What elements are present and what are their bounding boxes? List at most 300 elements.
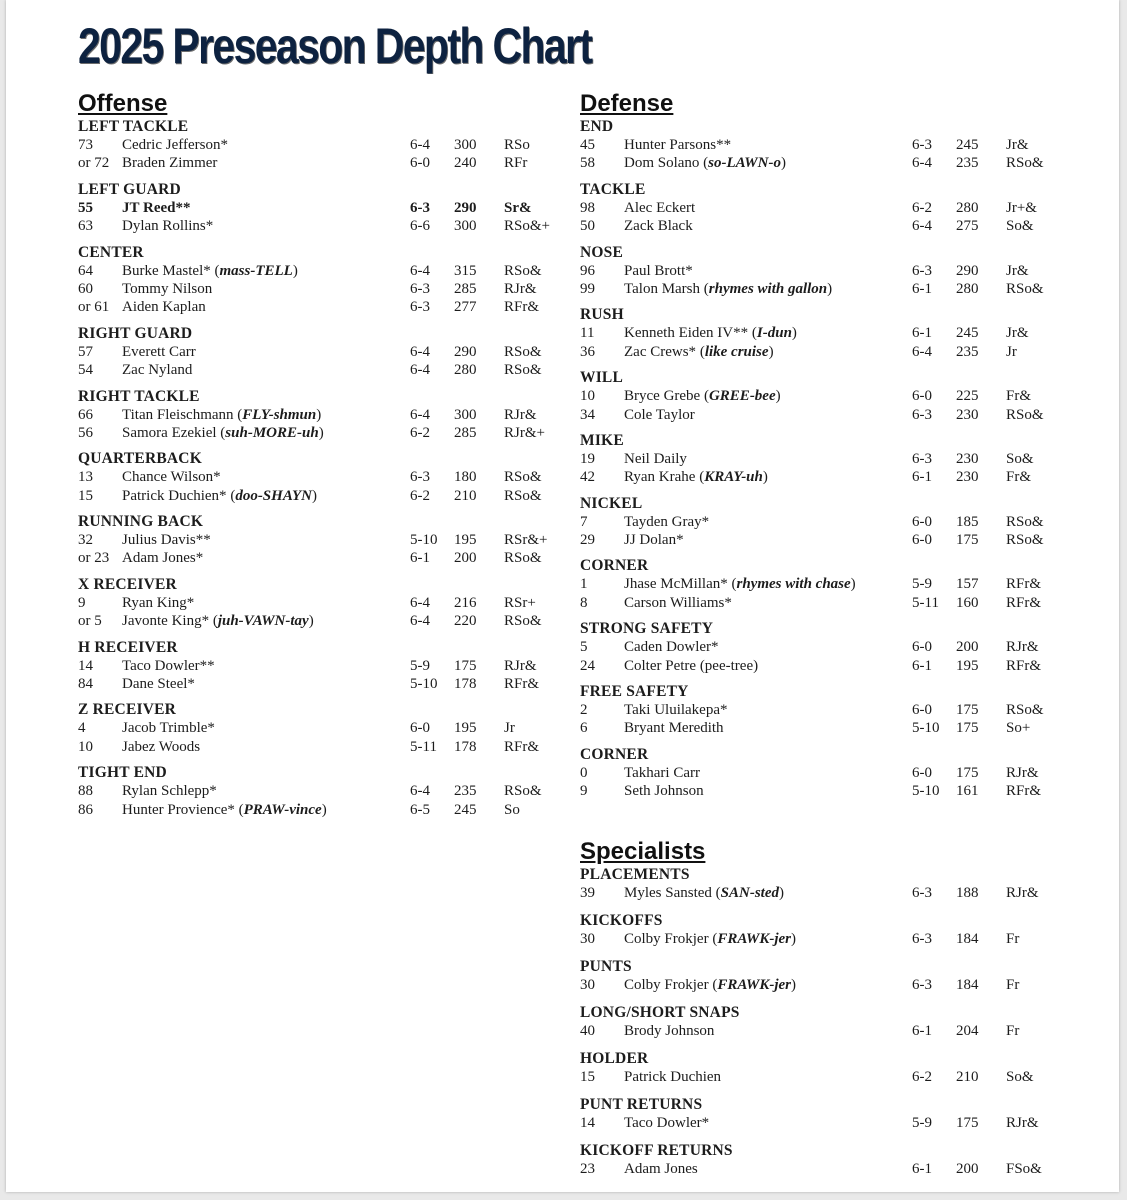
player-weight: 161 (956, 783, 979, 800)
player-height: 6-4 (912, 343, 932, 360)
position-group (78, 244, 558, 317)
position-group (580, 1142, 1080, 1180)
player-weight: 285 (454, 280, 477, 297)
position-group (580, 746, 1080, 801)
player-name-cell (624, 1114, 709, 1134)
player-height: 6-1 (912, 280, 932, 297)
player-row (580, 719, 1080, 737)
position-title: HOLDER (580, 1050, 649, 1067)
player-year: Jr (1006, 343, 1017, 360)
position-group (580, 912, 1080, 950)
pronunciation: juh-VAWN-tay (217, 613, 309, 630)
player-row (580, 764, 1080, 782)
position-group (580, 244, 1080, 299)
jersey-number: 55 (78, 199, 93, 216)
player-name-cell: Dom Solano (so-LAWN-o) (624, 155, 786, 172)
jersey-number: 73 (78, 137, 93, 153)
player-year: RJr& (504, 657, 537, 674)
player-row (78, 298, 558, 316)
player-height: 6-0 (912, 532, 932, 549)
player-weight: 245 (454, 801, 477, 818)
player-height: 6-4 (410, 594, 430, 611)
jersey-number: 57 (78, 343, 93, 360)
player-row (580, 1114, 1080, 1134)
position-title: KICKOFF RETURNS (580, 1142, 733, 1159)
player-name-cell (624, 594, 732, 612)
player-name: Carson Williams* (624, 594, 732, 611)
player-year: RSr&+ (504, 532, 548, 549)
pronunciation: GREE-bee (708, 388, 776, 405)
pronunciation: KRAY-uh (704, 469, 763, 486)
player-height: 6-3 (410, 299, 430, 316)
player-row (78, 719, 558, 737)
player-height: 5-10 (912, 720, 940, 737)
position-group (78, 181, 558, 236)
player-name-cell: Burke Mastel* (mass-TELL) (122, 262, 298, 279)
player-weight: 245 (956, 325, 979, 342)
player-name: Everett Carr (122, 343, 196, 360)
player-height: 6-3 (410, 199, 430, 216)
position-title: Z RECEIVER (78, 701, 177, 719)
player-height: 6-1 (912, 1161, 932, 1177)
player-year: RFr& (1006, 783, 1042, 800)
position-title: NICKEL (580, 494, 643, 512)
player-year: Fr& (1006, 469, 1032, 486)
jersey-number: or 5 (78, 613, 102, 630)
player-name-cell (122, 657, 215, 675)
player-weight: 290 (454, 199, 477, 216)
player-name-cell: Titan Fleischmann (FLY-shmun) (122, 406, 322, 423)
player-height: 6-3 (410, 280, 430, 297)
pronunciation: SAN-sted (720, 885, 780, 901)
player-year: RSo& (504, 343, 542, 360)
position-group (580, 432, 1080, 487)
player-name: Ryan King* (122, 594, 195, 611)
player-weight: 220 (454, 613, 477, 630)
position-group (78, 513, 558, 568)
position-group (78, 388, 558, 443)
position-title: CENTER (78, 243, 144, 261)
player-row (580, 136, 1080, 154)
player-name-cell (624, 136, 731, 154)
player-year: Jr& (1006, 262, 1029, 279)
position-title: RUNNING BACK (78, 513, 204, 531)
player-weight: 300 (454, 218, 477, 235)
specialists-column (580, 838, 1080, 1180)
player-year: So& (1006, 1069, 1034, 1085)
player-height: 6-4 (410, 262, 430, 279)
player-weight: 175 (956, 702, 979, 719)
jersey-number: 39 (580, 885, 595, 901)
player-height: 6-0 (912, 702, 932, 719)
player-year: RFr (504, 155, 528, 172)
player-weight: 285 (454, 424, 477, 441)
player-year: So (504, 801, 520, 818)
player-year: Jr& (1006, 137, 1029, 153)
jersey-number: or 23 (78, 550, 110, 567)
player-name: Aiden Kaplan (122, 299, 206, 316)
player-name-cell (624, 450, 687, 468)
player-weight: 175 (956, 1115, 979, 1131)
jersey-number: 84 (78, 676, 93, 693)
player-weight: 235 (956, 155, 979, 172)
player-name-cell (624, 701, 728, 719)
position-group (580, 866, 1080, 904)
jersey-number: 10 (78, 738, 93, 755)
player-row (78, 468, 558, 486)
player-height: 5-10 (410, 676, 438, 693)
player-height: 6-3 (912, 262, 932, 279)
player-row (78, 487, 558, 505)
position-title: X RECEIVER (78, 575, 177, 593)
player-name: Hunter Provience* (122, 801, 235, 818)
player-row (580, 976, 1080, 996)
player-name: Braden Zimmer (122, 155, 218, 172)
player-weight: 225 (956, 388, 979, 405)
player-height: 6-0 (912, 513, 932, 530)
position-title: RUSH (580, 306, 624, 324)
player-name: Jhase McMillan* (624, 576, 728, 593)
player-weight: 188 (956, 885, 979, 901)
player-name-cell (624, 1022, 714, 1042)
player-name: Adam Jones (624, 1161, 698, 1177)
position-title: CORNER (580, 557, 649, 575)
player-height: 6-2 (912, 199, 932, 216)
position-title: WILL (580, 369, 624, 387)
player-height: 6-0 (912, 764, 932, 781)
pronunciation: PRAW-vince (243, 801, 322, 818)
player-row (580, 1022, 1080, 1042)
player-name: Bryce Grebe (624, 388, 701, 405)
player-row (580, 638, 1080, 656)
player-name-cell: Myles Sansted (SAN-sted) (624, 885, 785, 901)
player-name-cell (122, 361, 192, 379)
player-name-cell (122, 549, 203, 567)
player-row (580, 406, 1080, 424)
jersey-number: 88 (78, 783, 93, 800)
player-name: Javonte King* (122, 613, 210, 630)
position-title: QUARTERBACK (78, 450, 202, 468)
position-title: RIGHT TACKLE (78, 387, 200, 405)
player-weight: 200 (956, 1161, 979, 1177)
player-row (580, 343, 1080, 361)
player-height: 6-3 (912, 406, 932, 423)
jersey-number: 64 (78, 262, 93, 279)
player-name: Seth Johnson (624, 783, 704, 800)
pronunciation: like cruise (704, 343, 769, 360)
player-name: Takhari Carr (624, 764, 700, 781)
player-name-cell: Colby Frokjer (FRAWK-jer) (624, 931, 796, 947)
position-group (580, 118, 1080, 173)
player-height: 6-1 (912, 325, 932, 342)
position-title: KICKOFFS (580, 912, 663, 929)
position-title: STRONG SAFETY (580, 620, 714, 638)
player-year: RSo& (504, 487, 542, 504)
pronunciation: I-dun (756, 325, 792, 342)
player-weight: 175 (454, 657, 477, 674)
player-height: 6-4 (410, 613, 430, 630)
position-group (580, 958, 1080, 996)
player-year: Sr& (504, 199, 532, 216)
player-name-cell (122, 468, 221, 486)
jersey-number: 58 (580, 155, 595, 172)
player-name: Caden Dowler* (624, 639, 719, 656)
player-name-cell (122, 531, 211, 549)
player-year: RSo (504, 137, 530, 153)
player-height: 5-9 (912, 576, 932, 593)
player-height: 6-1 (912, 469, 932, 486)
player-year: RSo& (504, 262, 542, 279)
player-year: RJr& (1006, 764, 1039, 781)
player-height: 6-6 (410, 218, 430, 235)
jersey-number: 1 (580, 576, 588, 593)
player-year: So& (1006, 450, 1034, 467)
player-row (78, 199, 558, 217)
player-row (78, 424, 558, 442)
position-title: TACKLE (580, 180, 646, 198)
pronunciation: so-LAWN-o (708, 155, 781, 172)
player-name: Chance Wilson* (122, 469, 221, 486)
player-height: 6-4 (410, 783, 430, 800)
player-year: RSo& (1006, 532, 1044, 549)
player-name-cell (122, 594, 194, 612)
player-weight: 235 (956, 343, 979, 360)
player-name-cell (624, 657, 758, 675)
jersey-number: 24 (580, 657, 595, 674)
jersey-number: 50 (580, 218, 595, 235)
player-weight: 280 (956, 280, 979, 297)
player-name: Kenneth Eiden IV** (624, 325, 749, 342)
player-weight: 195 (454, 532, 477, 549)
player-name-cell (122, 280, 212, 298)
player-row (580, 575, 1080, 593)
player-weight: 200 (956, 639, 979, 656)
player-name-cell (122, 199, 190, 217)
jersey-number: 34 (580, 406, 595, 423)
player-height: 6-4 (912, 155, 932, 172)
player-name: Colby Frokjer (624, 977, 709, 993)
player-weight: 178 (454, 676, 477, 693)
player-height: 6-1 (912, 657, 932, 674)
player-name: Myles Sansted (624, 885, 712, 901)
player-height: 6-3 (912, 931, 932, 947)
player-weight: 175 (956, 532, 979, 549)
player-name-cell (624, 719, 724, 737)
player-weight: 245 (956, 137, 979, 153)
defense-column (580, 90, 1080, 801)
position-title: PUNTS (580, 958, 632, 975)
position-group (580, 620, 1080, 675)
player-name: Taki Uluilakepa* (624, 702, 728, 719)
player-year: Fr (1006, 1023, 1020, 1039)
player-name-cell: Jhase McMillan* (rhymes with chase) (624, 576, 856, 593)
player-row (78, 549, 558, 567)
player-row (580, 884, 1080, 904)
jersey-number: 23 (580, 1161, 595, 1177)
player-row (78, 406, 558, 424)
player-year: Jr+& (1006, 199, 1037, 216)
player-name: Tommy Nilson (122, 280, 213, 297)
jersey-number: 63 (78, 218, 93, 235)
player-name-cell: Hunter Provience* (PRAW-vince) (122, 801, 327, 818)
player-name: JT Reed** (122, 199, 191, 216)
player-weight: 175 (956, 720, 979, 737)
player-row (580, 531, 1080, 549)
jersey-number: 36 (580, 343, 595, 360)
player-weight: 175 (956, 764, 979, 781)
player-name-cell (122, 298, 206, 316)
player-height: 6-3 (912, 450, 932, 467)
player-year: Fr (1006, 931, 1020, 947)
player-name-cell: Zac Crews* (like cruise) (624, 343, 774, 360)
player-year: RJr&+ (504, 424, 545, 441)
position-title: MIKE (580, 431, 624, 449)
player-name-cell (624, 199, 695, 217)
player-row (78, 612, 558, 630)
player-row (78, 738, 558, 756)
player-name: Neil Daily (624, 450, 687, 467)
player-name-cell (624, 1068, 721, 1088)
jersey-number: 10 (580, 388, 595, 405)
player-height: 6-4 (410, 343, 430, 360)
player-row (580, 324, 1080, 342)
player-year: RSr+ (504, 594, 536, 611)
player-row (580, 930, 1080, 950)
player-row (78, 136, 558, 154)
jersey-number: 30 (580, 977, 595, 993)
player-weight: 290 (956, 262, 979, 279)
player-height: 6-0 (410, 720, 430, 737)
specialists-heading: Specialists (580, 838, 706, 865)
player-name: Cedric Jefferson* (122, 137, 228, 153)
player-height: 6-4 (912, 218, 932, 235)
jersey-number: 19 (580, 450, 595, 467)
player-row (78, 675, 558, 693)
player-row (78, 361, 558, 379)
player-weight: 280 (454, 362, 477, 379)
pronunciation: FLY-shmun (242, 406, 317, 423)
player-name: Hunter Parsons** (624, 137, 732, 153)
jersey-number: 66 (78, 406, 93, 423)
position-title: END (580, 118, 614, 135)
position-group (78, 576, 558, 631)
player-name: Colby Frokjer (624, 931, 709, 947)
player-name: Zac Crews* (624, 343, 697, 360)
jersey-number: or 72 (78, 155, 110, 172)
player-weight: 195 (956, 657, 979, 674)
pronunciation: FRAWK-jer (717, 931, 791, 947)
position-group (580, 369, 1080, 424)
player-row (78, 594, 558, 612)
player-row (580, 1068, 1080, 1088)
player-weight: 275 (956, 218, 979, 235)
jersey-number: 8 (580, 594, 588, 611)
player-weight: 184 (956, 931, 979, 947)
player-name-cell (122, 738, 200, 756)
player-row (580, 701, 1080, 719)
jersey-number: 86 (78, 801, 93, 818)
jersey-number: 14 (580, 1115, 595, 1131)
defense-heading: Defense (580, 90, 674, 117)
player-weight: 290 (454, 343, 477, 360)
player-row (78, 262, 558, 280)
pronunciation: mass-TELL (219, 262, 293, 279)
player-name-cell (122, 782, 217, 800)
player-name: Rylan Schlepp* (122, 783, 217, 800)
player-name: Taco Dowler* (624, 1115, 710, 1131)
player-height: 6-2 (410, 487, 430, 504)
position-group (78, 450, 558, 505)
position-title: TIGHT END (78, 764, 167, 782)
jersey-number: or 61 (78, 299, 110, 316)
player-weight: 210 (956, 1069, 979, 1085)
position-group (580, 1004, 1080, 1042)
player-year: RSo& (1006, 513, 1044, 530)
player-name: Jabez Woods (122, 738, 201, 755)
player-height: 6-4 (410, 362, 430, 379)
player-year: RSo&+ (504, 218, 550, 235)
position-group (78, 701, 558, 756)
player-height: 5-10 (912, 783, 940, 800)
player-height: 6-4 (410, 406, 430, 423)
player-name: Patrick Duchien (624, 1069, 722, 1085)
position-group (78, 118, 558, 173)
player-name: Taco Dowler** (122, 657, 215, 674)
position-title: PLACEMENTS (580, 866, 690, 883)
player-name-cell: Ryan Krahe (KRAY-uh) (624, 469, 768, 486)
jersey-number: 29 (580, 532, 595, 549)
pronunciation: rhymes with gallon (708, 280, 828, 297)
player-name: Bryant Meredith (624, 720, 724, 737)
jersey-number: 7 (580, 513, 588, 530)
jersey-number: 42 (580, 469, 595, 486)
player-weight: 178 (454, 738, 477, 755)
player-year: RFr& (504, 676, 540, 693)
player-row (580, 387, 1080, 405)
player-name: Titan Fleischmann (122, 406, 234, 423)
player-year: RJr& (504, 406, 537, 423)
player-year: Jr& (1006, 325, 1029, 342)
player-row (78, 217, 558, 235)
jersey-number: 14 (78, 657, 93, 674)
player-height: 5-10 (410, 532, 438, 549)
player-weight: 230 (956, 469, 979, 486)
player-row (78, 280, 558, 298)
player-name: JJ Dolan* (624, 532, 684, 549)
pronunciation: doo-SHAYN (235, 487, 312, 504)
jersey-number: 99 (580, 280, 595, 297)
player-name-cell (624, 1160, 698, 1180)
player-height: 6-5 (410, 801, 430, 818)
player-year: RSo& (504, 783, 542, 800)
position-group (78, 639, 558, 694)
player-name-cell (122, 343, 196, 361)
player-weight: 235 (454, 783, 477, 800)
player-height: 6-3 (912, 885, 932, 901)
player-name-cell: Bryce Grebe (GREE-bee) (624, 388, 781, 405)
player-name: Tayden Gray* (624, 513, 710, 530)
player-row (580, 657, 1080, 675)
player-weight: 277 (454, 299, 477, 316)
jersey-number: 0 (580, 764, 588, 781)
player-name: Brody Johnson (624, 1023, 715, 1039)
player-weight: 160 (956, 594, 979, 611)
position-title: PUNT RETURNS (580, 1096, 703, 1113)
player-row (580, 468, 1080, 486)
position-group (580, 1096, 1080, 1134)
player-name-cell: Talon Marsh (rhymes with gallon) (624, 280, 833, 297)
player-height: 5-9 (410, 657, 430, 674)
